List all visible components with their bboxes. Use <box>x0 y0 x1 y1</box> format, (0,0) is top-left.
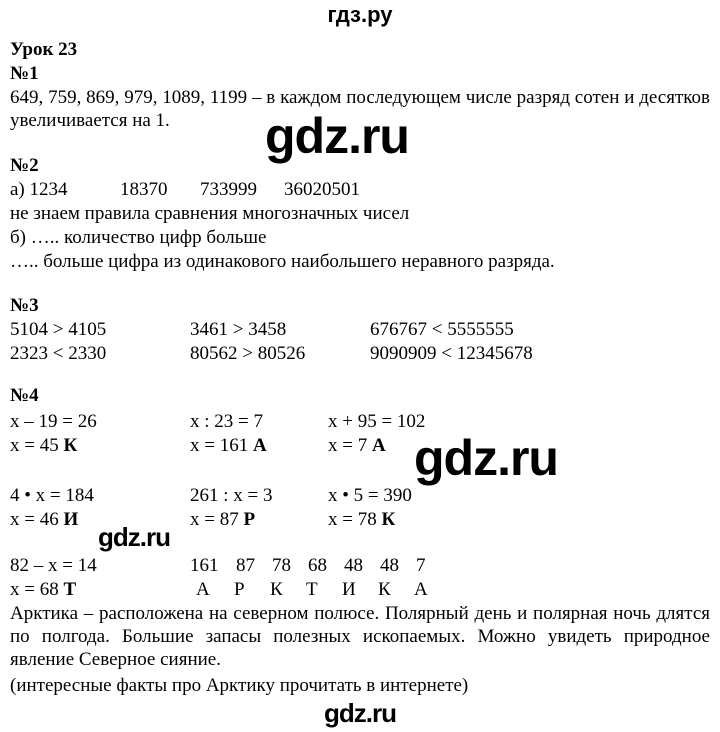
solution-text: x = 45 <box>10 435 64 456</box>
task4-note: (интересные факты про Арктику прочитать в интернете) <box>10 675 469 696</box>
code-number: 48 <box>380 555 399 576</box>
task3-cell: 676767 < 5555555 <box>370 319 514 340</box>
task4-solution <box>10 508 78 531</box>
code-letter: К <box>378 579 391 600</box>
task4-solution <box>10 434 77 457</box>
task4-equation: 4 • x = 184 <box>10 485 94 506</box>
watermark-logo: gdz.ru <box>324 698 396 728</box>
solution-letter: Т <box>63 579 77 600</box>
task4-equation: x + 95 = 102 <box>328 411 426 432</box>
task3-cell: 3461 > 3458 <box>190 319 287 340</box>
task4-equation: 261 : x = 3 <box>190 485 273 506</box>
task3-cell: 80562 > 80526 <box>190 343 306 364</box>
task2-num: 18370 <box>120 179 168 200</box>
code-number: 68 <box>308 555 327 576</box>
solution-text: x = 46 <box>10 509 64 530</box>
watermark-logo: gdz.ru <box>98 522 170 552</box>
task1-label: №1 <box>10 63 39 84</box>
solution-letter: Р <box>243 509 256 530</box>
code-letters <box>196 578 434 601</box>
solution-text: x = 68 <box>10 579 64 600</box>
task3-cell: 9090909 < 12345678 <box>370 343 533 364</box>
solution-text: x = 78 <box>328 509 382 530</box>
solution-letter: К <box>381 509 396 530</box>
solution-letter: И <box>63 509 79 530</box>
solution-letter: А <box>252 435 267 456</box>
code-number: 7 <box>416 555 426 576</box>
task4-equation: 82 – x = 14 <box>10 555 97 576</box>
code-number: 87 <box>236 555 255 576</box>
code-number: 161 <box>190 555 219 576</box>
task3-cell: 2323 < 2330 <box>10 343 107 364</box>
solution-text: x = 87 <box>190 509 244 530</box>
task2-line2: не знаем правила сравнения многозначных чисел <box>10 203 410 224</box>
task1-text: 649, 759, 869, 979, 1089, 1199 – в каждом последующем числе разряд сотен и десятков увеличивается на 1. <box>10 87 710 131</box>
watermark-logo: gdz.ru <box>265 108 409 164</box>
site-header: гдз.ру <box>327 2 393 27</box>
task3-cell: 5104 > 4105 <box>10 319 107 340</box>
code-letter: А <box>196 579 210 600</box>
task4-solution <box>328 508 395 531</box>
solution-letter: К <box>63 435 78 456</box>
solution-text: x = 7 <box>328 435 372 456</box>
task4-equation: x • 5 = 390 <box>328 485 412 506</box>
code-letter: А <box>414 579 428 600</box>
task2-line3: б) ….. количество цифр больше <box>10 227 267 248</box>
task3-label: №3 <box>10 295 39 316</box>
task4-answer-text: Арктика – расположена на северном полюсе. Полярный день и полярная ночь длятся по полгода. Большие запасы полезных ископаемых. Можно увидеть природное явление Северное сияние. <box>10 603 710 670</box>
task2-num: 36020501 <box>284 179 360 200</box>
code-number: 48 <box>344 555 363 576</box>
task4-solution <box>190 434 267 457</box>
solution-text: x = 161 <box>190 435 253 456</box>
code-letter: К <box>270 579 283 600</box>
task4-equation: x – 19 = 26 <box>10 411 97 432</box>
task2-line-a-prefix: а) 1234 <box>10 179 68 200</box>
code-letter: Р <box>234 579 245 600</box>
task4-label: №4 <box>10 385 39 406</box>
solution-letter: А <box>371 435 386 456</box>
task2-label: №2 <box>10 155 39 176</box>
task4-solution <box>328 434 386 457</box>
watermark-logo: gdz.ru <box>414 430 558 486</box>
lesson-title: Урок 23 <box>10 39 78 60</box>
task2-num: 733999 <box>200 179 257 200</box>
task4-equation: x : 23 = 7 <box>190 411 263 432</box>
code-numbers <box>190 554 436 577</box>
task4-solution <box>190 508 255 531</box>
code-number: 78 <box>272 555 291 576</box>
code-letter: Т <box>306 579 318 600</box>
task2-line4: ….. больше цифра из одинакового наибольшего неравного разряда. <box>10 251 555 272</box>
task4-solution <box>10 578 76 601</box>
code-letter: И <box>342 579 356 600</box>
